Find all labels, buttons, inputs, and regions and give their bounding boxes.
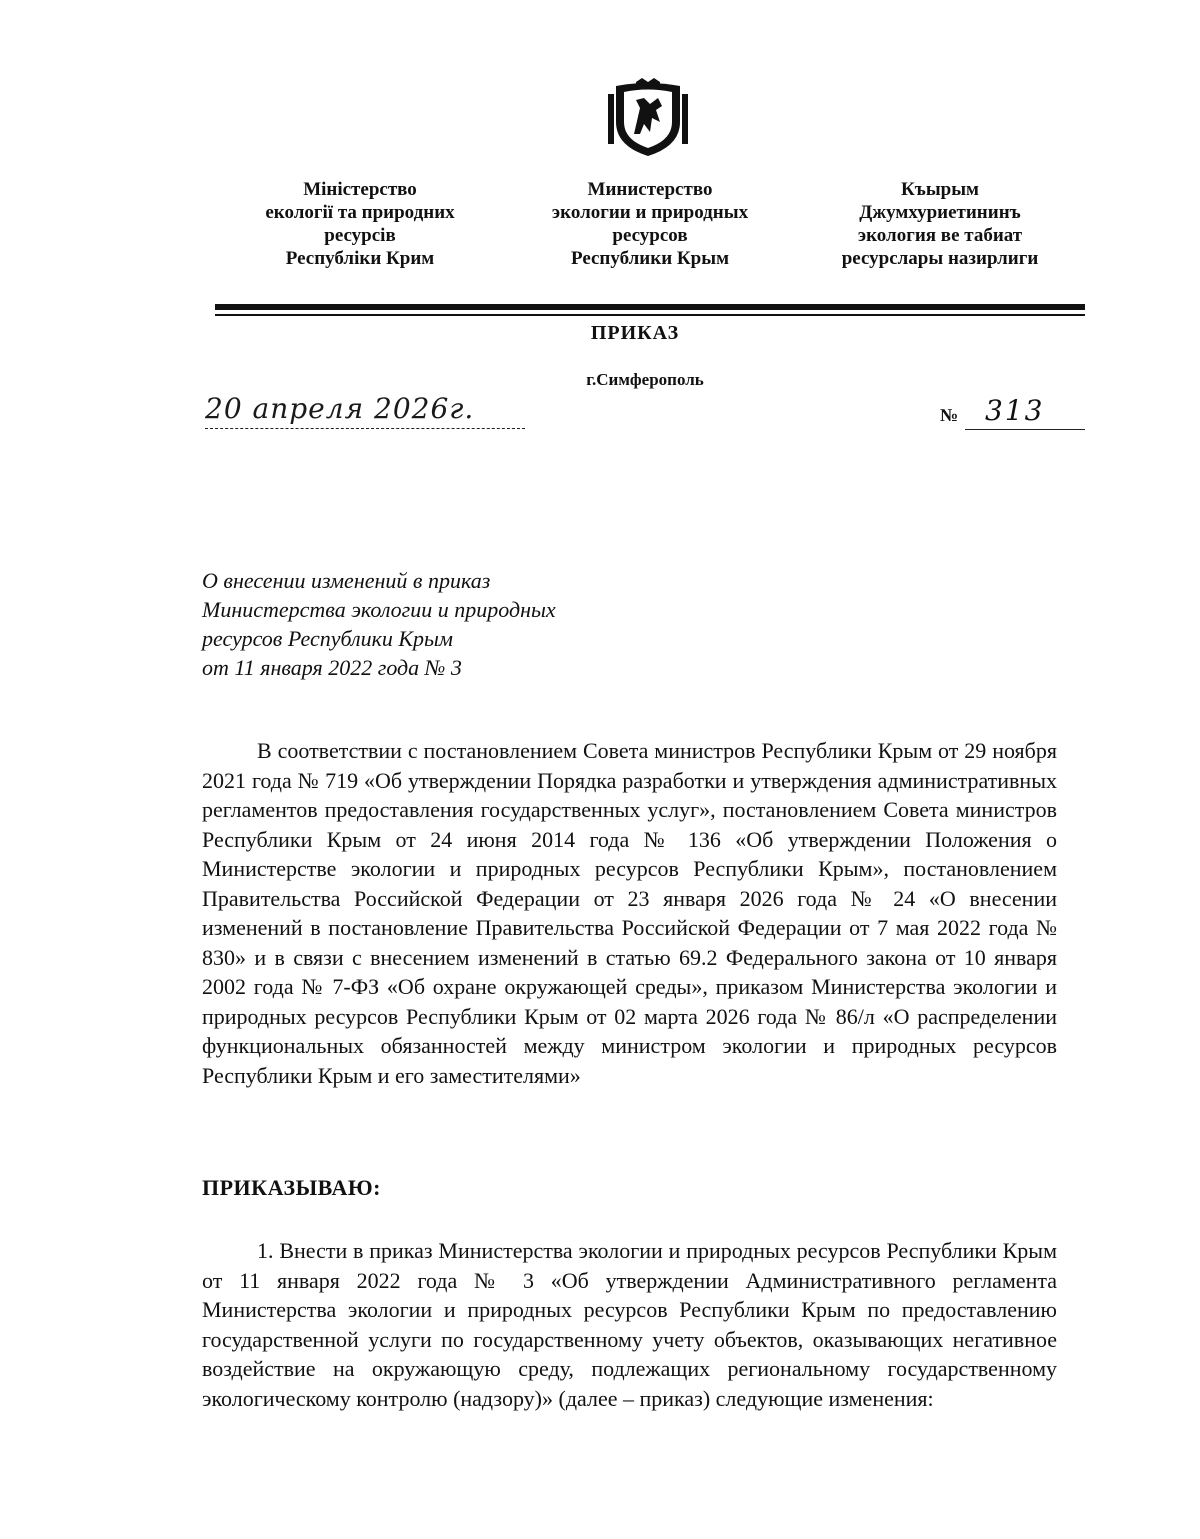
header-divider-thin [215,314,1085,316]
date-underline [205,428,525,429]
ministry-ct-line-4: ресурслары назирлиги [841,248,1039,269]
order-item-1: 1. Внести в приказ Министерства экологии и природных ресурсов Республики Крым от 11 января 2022 года № 3 «Об утверждении Административного регламента Министерства экологии и природных ресурсов Республики Крым по предоставлению государственной услуги по государственному учету объектов, оказывающих негативное воздействие на окружающую среду, подлежащих региональному государственному экологическому контролю (надзору)» (далее – приказ) следующие изменения: [202,1238,1057,1411]
ministry-name-crimean-tatar [815,178,1065,270]
number-underline [965,429,1085,430]
document-subject [202,566,556,682]
ministry-ua-line-2: екології та природних [265,202,455,223]
ministry-ua-line-4: Республіки Крим [285,248,435,269]
ministry-ct-line-2: Джумхуриетининъ [859,202,1021,223]
ministry-name-russian [520,178,780,270]
ministry-ua-line-1: Міністерство [303,179,417,200]
ministry-ru-line-1: Министерство [587,179,713,200]
order-heading: ПРИКАЗЫВАЮ: [202,1175,381,1200]
subject-line-4: от 11 января 2022 года № 3 [202,655,462,680]
subject-line-1: О внесении изменений в приказ [202,568,491,593]
header-divider-thick [215,304,1085,310]
ministry-name-ukrainian [240,178,480,270]
document-type: ПРИКАЗ [590,322,680,344]
ministry-ua-line-3: ресурсів [324,225,396,246]
document-city: г.Симферополь [586,370,704,389]
handwritten-date: 20 апреля 2026г. [205,392,475,425]
ministry-ru-line-4: Республики Крым [570,248,730,269]
ministry-ct-line-3: экология ве табиат [857,225,1023,246]
ministry-ru-line-3: ресурсов [612,225,688,246]
preamble-paragraph: В соответствии с постановлением Совета министров Республики Крым от 29 ноября 2021 года № 719 «Об утверждении Порядка разработки и утверждения административных регламентов предоставления государственных услуг», постановлением Совета министров Республики Крым от 24 июня 2014 года № 136 «Об утверждении Положения о Министерстве экологии и природных ресурсов Республики Крым», постановлением Правительства Российской Федерации от 23 января 2026 года № 24 «О внесении изменений в постановление Правительства Российской Федерации от 7 мая 2022 года № 830» и в связи с внесением изменений в статью 69.2 Федерального закона от 10 января 2002 года № 7-ФЗ «Об охране окружающей среды», приказом Министерства экологии и природных ресурсов Республики Крым от 02 марта 2026 года № 86/л «О распределении функциональных обязанностей между министром экологии и природных ресурсов Республики Крым и его заместителями» [202,738,1057,1088]
subject-line-3: ресурсов Республики Крым [202,626,453,651]
ministry-ru-line-2: экологии и природных [551,202,749,223]
crimea-coat-of-arms-icon [606,78,690,158]
number-label: № [940,405,959,425]
ministry-ct-line-1: Къырым [900,179,980,200]
handwritten-number: 313 [985,394,1045,427]
subject-line-2: Министерства экологии и природных [202,597,556,622]
